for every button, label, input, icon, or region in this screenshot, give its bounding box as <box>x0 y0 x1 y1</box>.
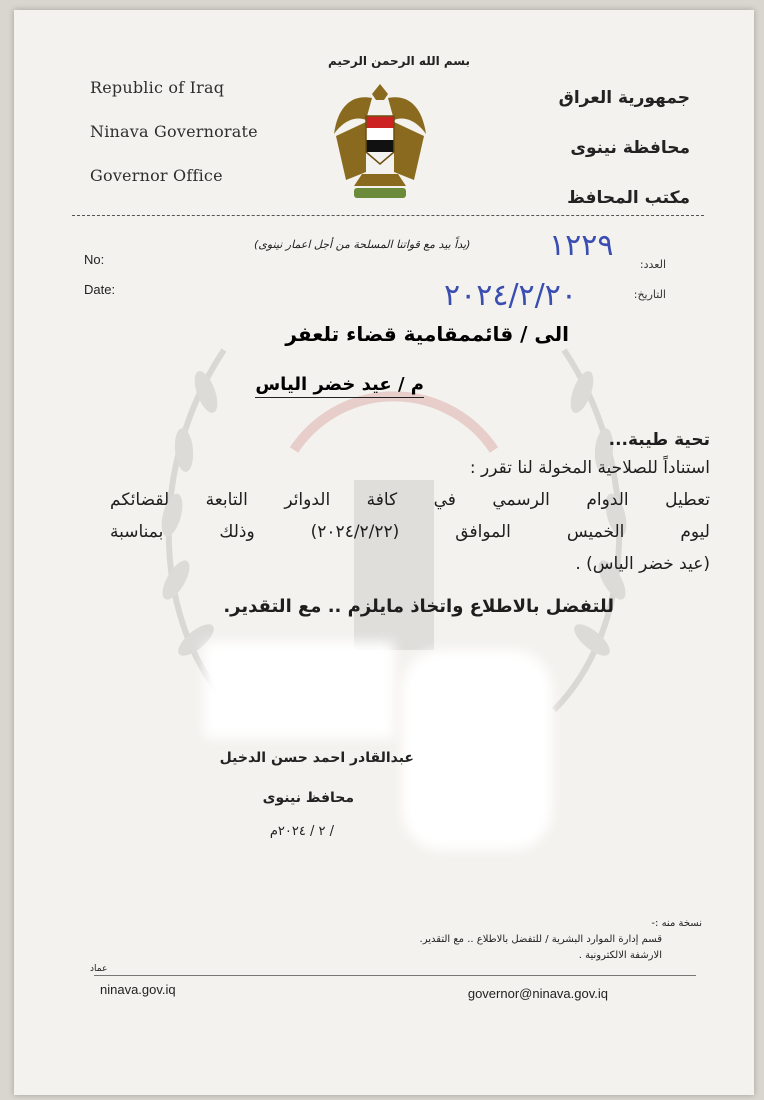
copy-item-1: قسم إدارة الموارد البشرية / للتفضل بالاطلاع .. مع التقدير. <box>419 934 662 945</box>
footer-email: governor@ninava.gov.iq <box>467 986 608 1001</box>
header-en-line3: Governor Office <box>90 166 223 185</box>
footer-divider <box>94 975 696 976</box>
header-en-line2: Ninava Governorate <box>90 122 258 141</box>
closing-line: للتفضل بالاطلاع واتخاذ مايلزم .. مع التقدير. <box>223 596 614 617</box>
greeting: تحية طيبة... <box>608 430 710 450</box>
subject: م / عيد خضر الياس <box>255 374 424 398</box>
typist-initials: عماد <box>90 964 108 974</box>
header-ar-line2: محافظة نينوى <box>570 138 690 158</box>
body-line-2: تعطيل الدوام الرسمي في كافة الدوائر التابعة لقضائكم <box>110 490 710 510</box>
header-ar-line1: جمهورية العراق <box>558 88 690 108</box>
header-ar-line3: مكتب المحافظ <box>567 188 690 208</box>
body-line-1: استناداً للصلاحية المخولة لنا تقرر : <box>469 458 710 478</box>
footer-website: ninava.gov.iq <box>100 982 176 997</box>
header-divider <box>72 215 704 216</box>
letter-page <box>14 10 754 1095</box>
handwritten-date: ٢٠٢٤/٢/٢٠ <box>444 278 578 313</box>
redacted-signature <box>204 642 394 738</box>
date-label: Date: <box>84 282 116 297</box>
no-label: No: <box>84 252 105 267</box>
signatory-name: عبدالقادر احمد حسن الدخيل <box>219 750 414 766</box>
motto: (يداً بيد مع قواتنا المسلحة من أجل اعمار نينوى) <box>254 238 471 251</box>
no-label-ar: العدد: <box>639 258 666 271</box>
iraq-eagle-emblem-icon <box>332 76 428 208</box>
copies-heading: نسخة منه :- <box>651 918 702 929</box>
signatory-title: محافظ نينوى <box>262 790 354 806</box>
recipient: الى / قائممقامية قضاء تلعفر <box>285 322 569 346</box>
body-line-3: ليوم الخميس الموافق (٢٠٢٤/٢/٢٢) وذلك بمناسبة <box>110 522 710 542</box>
date-label-ar: التاريخ: <box>633 288 666 301</box>
header-en-line1: Republic of Iraq <box>90 78 225 97</box>
laurel-watermark <box>114 310 674 730</box>
body-line-4: (عيد خضر الياس) . <box>575 554 710 574</box>
signature-date: / ٢ / ٢٠٢٤م <box>269 824 334 839</box>
bismillah: بسم الله الرحمن الرحيم <box>327 54 471 68</box>
handwritten-number: ١٢٢٩ <box>549 228 614 263</box>
redacted-stamp <box>402 650 552 850</box>
copy-item-2: الارشفة الالكترونية . <box>578 950 662 961</box>
